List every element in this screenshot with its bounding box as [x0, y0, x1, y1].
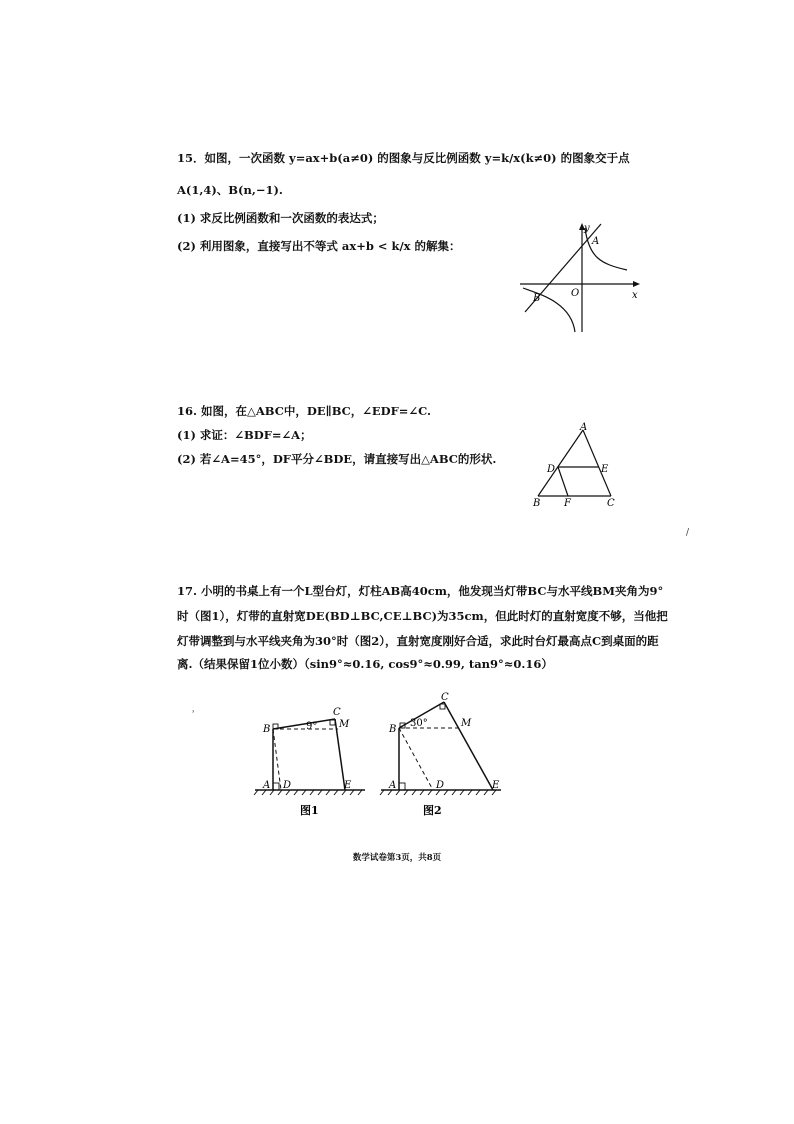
- q17-stem-line4: 离.（结果保留1位小数）（sin9°≈0.16, cos9°≈0.99, tan9°≈0.16）: [177, 657, 553, 671]
- q16-label-E: E: [601, 464, 609, 475]
- fig1-label-E: E: [344, 780, 352, 791]
- q16-label-A: A: [580, 422, 588, 433]
- q15-part1: (1) 求反比例函数和一次函数的表达式；: [177, 211, 384, 225]
- q17-figure-2: [378, 692, 508, 826]
- fig1-caption: 图1: [300, 804, 319, 817]
- fig1-angle: 9°: [306, 721, 318, 732]
- q15-label-A: A: [592, 236, 600, 247]
- q16-label-D: D: [547, 464, 556, 475]
- q16-label-B: B: [533, 498, 541, 509]
- fig2-label-E: E: [492, 780, 500, 791]
- fig2-angle: 30°: [410, 718, 428, 729]
- q15-hyperbola-q1: [585, 228, 627, 270]
- fig2-label-C: C: [441, 692, 449, 703]
- fig1-label-A: A: [263, 780, 271, 791]
- q16-side-AB: [538, 430, 583, 496]
- fig1-label-M: M: [339, 719, 350, 730]
- fig2-ray-CE: [444, 702, 493, 790]
- q16-label-C: C: [607, 498, 615, 509]
- q17-figure-1: [250, 696, 370, 826]
- q16-stem: 16. 如图，在△ABC中，DE∥BC，∠EDF=∠C.: [177, 404, 432, 418]
- fig2-label-M: M: [461, 718, 472, 729]
- q15-hyperbola-q3: [523, 288, 575, 332]
- q15-stem-line1: 15．如图，一次函数 y=ax+b(a≠0) 的图象与反比例函数 y=k/x(k≠0) 的图象交于点: [177, 151, 630, 165]
- scan-mark: /: [686, 528, 690, 538]
- q16-segment-DF: [558, 467, 568, 496]
- fig2-label-B: B: [389, 724, 397, 735]
- q15-label-x: x: [632, 290, 638, 301]
- q15-label-O: O: [571, 288, 580, 299]
- fig1-lamp-BC: [273, 719, 335, 729]
- fig2-caption: 图2: [423, 804, 442, 817]
- fig1-right-angle-C: [330, 720, 335, 725]
- fig1-label-C: C: [333, 707, 341, 718]
- q15-stem-line2: A(1,4)、B(n,−1).: [177, 183, 283, 197]
- q16-part2: (2) 若∠A=45°，DF平分∠BDE，请直接写出△ABC的形状.: [177, 452, 497, 466]
- q17-stem-line2: 时（图1），灯带的直射宽DE(BD⊥BC,CE⊥BC)为35cm，但此时灯的直射宽度不够，当他把: [177, 609, 668, 623]
- q15-figure: [515, 220, 645, 335]
- q16-side-AC: [583, 430, 611, 496]
- fig1-label-D: D: [283, 780, 292, 791]
- q16-label-F: F: [564, 498, 571, 509]
- page-footer: 数学试卷第3页，共8页: [352, 853, 442, 863]
- q16-part1: (1) 求证：∠BDF=∠A；: [177, 428, 312, 442]
- q15-part2: (2) 利用图象，直接写出不等式 ax+b < k/x 的解集：: [177, 239, 461, 253]
- q17-stem-line3: 灯带调整到与水平线夹角为30°时（图2），直射宽度刚好合适，求此时台灯最高点C到桌面的距: [177, 634, 659, 648]
- fig2-label-D: D: [436, 780, 445, 791]
- q15-label-B: B: [533, 293, 541, 304]
- fig2-right-angle-A: [399, 783, 405, 790]
- fig1-ray-BD: [273, 729, 281, 790]
- fig1-label-B: B: [263, 724, 271, 735]
- q17-stem-line1: 17. 小明的书桌上有一个L型台灯，灯柱AB高40cm，他发现当灯带BC与水平线BM夹角为9°: [177, 584, 664, 598]
- fig1-right-angle-A: [273, 783, 279, 790]
- scan-mark-2: ˒: [192, 708, 195, 718]
- fig2-right-angle-C: [440, 704, 445, 709]
- fig2-label-A: A: [389, 780, 397, 791]
- q15-x-arrow: [633, 281, 640, 287]
- q16-figure: [528, 422, 628, 512]
- q15-label-y: y: [584, 223, 590, 234]
- fig2-ray-BD: [399, 728, 433, 790]
